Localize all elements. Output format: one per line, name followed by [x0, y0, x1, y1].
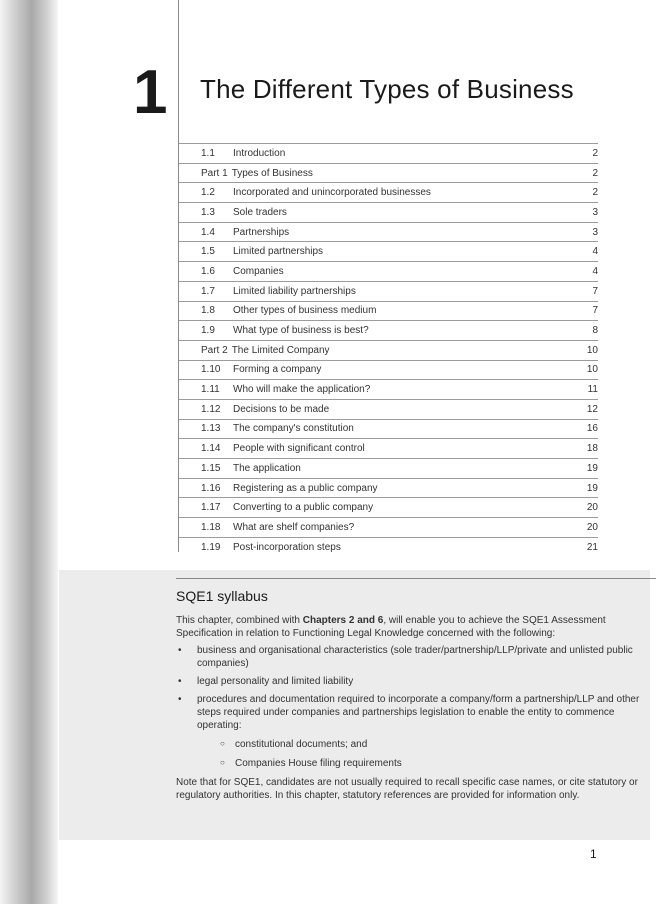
toc-row — [179, 458, 598, 478]
toc-title: The application — [233, 462, 301, 474]
toc-row — [179, 340, 598, 360]
toc-page: 16 — [586, 423, 598, 435]
toc-page: 2 — [592, 167, 598, 179]
toc-title: Registering as a public company — [233, 482, 378, 494]
syllabus-body — [176, 614, 658, 806]
toc-page: 10 — [586, 364, 598, 376]
book-spine-shadow — [0, 0, 58, 904]
toc-title: Who will make the application? — [233, 384, 371, 396]
toc-page: 21 — [586, 541, 598, 553]
list-item: • legal personality and limited liability — [178, 676, 354, 687]
toc-number: 1.18 — [201, 521, 221, 533]
toc-page: 4 — [592, 265, 598, 277]
toc-row — [179, 281, 598, 301]
toc-row — [179, 163, 598, 183]
chapter-number: 1 — [133, 58, 168, 127]
toc-page: 20 — [586, 502, 598, 514]
toc-number: 1.17 — [201, 502, 221, 514]
toc-number: 1.9 — [201, 325, 215, 337]
toc-row — [179, 399, 598, 419]
toc-title: What type of business is best? — [233, 325, 369, 337]
toc-row — [179, 143, 598, 163]
toc-page: 18 — [586, 443, 598, 455]
list-item: ○ constitutional documents; and — [220, 739, 368, 750]
chapter-title: The Different Types of Business — [200, 74, 574, 104]
toc-title: Other types of business medium — [233, 305, 377, 317]
toc-page: 3 — [592, 226, 598, 238]
toc-row — [179, 438, 598, 458]
toc-page: 3 — [592, 206, 598, 218]
toc-page: 2 — [592, 187, 598, 199]
toc-row — [179, 360, 598, 380]
syllabus-rule — [176, 578, 656, 579]
toc-row — [179, 202, 598, 222]
toc-number: 1.4 — [201, 226, 215, 238]
toc-number: 1.2 — [201, 187, 215, 199]
toc-title: Companies — [233, 265, 284, 277]
toc-row — [179, 320, 598, 340]
toc-number: 1.7 — [201, 285, 215, 297]
toc-number: 1.3 — [201, 206, 215, 218]
toc-page: 19 — [586, 462, 598, 474]
list-item: • business and organisational characteristics (sole trader/partnership/LLP/private and unlisted public companies) — [178, 645, 633, 669]
toc-number: 1.15 — [201, 462, 221, 474]
toc-number: 1.6 — [201, 265, 215, 277]
toc-title: The company's constitution — [233, 423, 354, 435]
toc-page: 19 — [586, 482, 598, 494]
toc-row — [179, 478, 598, 498]
toc-number: 1.13 — [201, 423, 221, 435]
toc-number: 1.11 — [201, 384, 220, 396]
toc-row — [179, 241, 598, 261]
intro-bold: Chapters 2 and 6 — [302, 615, 384, 626]
toc-number: 1.8 — [201, 305, 215, 317]
toc-title: Incorporated and unincorporated businesses — [233, 187, 431, 199]
toc-number: 1.19 — [201, 541, 221, 553]
toc-title: Introduction — [233, 147, 286, 159]
toc-title: What are shelf companies? — [233, 521, 355, 533]
toc-title: Forming a company — [233, 364, 322, 376]
bullet-icon: • — [178, 645, 182, 656]
toc-page: 20 — [586, 521, 598, 533]
toc-number: 1.1 — [201, 147, 215, 159]
toc-row — [179, 537, 598, 557]
syllabus-note: Note that for SQE1, candidates are not usually required to recall specific case names, or cite statutory or regulatory authorities. In this chapter, statutory references are provided for information only. — [176, 777, 638, 801]
toc-title: Decisions to be made — [233, 403, 330, 415]
bullet-icon: • — [178, 676, 182, 687]
toc-title: Converting to a public company — [233, 502, 374, 514]
toc-page: 12 — [586, 403, 598, 415]
toc-title: Types of Business — [231, 167, 313, 179]
toc-title: People with significant control — [233, 443, 365, 455]
toc-number: 1.10 — [201, 364, 221, 376]
toc-page: 4 — [592, 246, 598, 258]
toc-title: Post-incorporation steps — [233, 541, 341, 553]
toc-row — [179, 379, 598, 399]
table-of-contents — [179, 143, 598, 556]
circle-bullet-icon: ○ — [220, 739, 225, 748]
toc-row — [179, 419, 598, 439]
toc-row — [179, 261, 598, 281]
toc-page: 2 — [592, 147, 598, 159]
toc-page: 8 — [592, 325, 598, 337]
toc-row — [179, 182, 598, 202]
intro-text: This chapter, combined with — [176, 615, 303, 626]
syllabus-intro — [176, 614, 658, 640]
toc-page: 11 — [587, 384, 598, 396]
list-item: • procedures and documentation required to incorporate a company/form a partnership/LLP and other steps required under companies and partnerships legislation to enable the entity to commence operating: ○ constitutional documents; and ○ Companies House filing requirements — [176, 693, 658, 770]
syllabus-bullets — [176, 644, 658, 770]
page-number: 1 — [590, 847, 597, 861]
toc-row — [179, 301, 598, 321]
syllabus-box — [59, 570, 650, 840]
toc-number: 1.12 — [201, 403, 221, 415]
toc-row — [179, 222, 598, 242]
toc-number: Part 1 — [201, 167, 228, 179]
circle-bullet-icon: ○ — [220, 758, 225, 767]
bullet-icon: • — [178, 694, 182, 705]
toc-number: 1.5 — [201, 246, 215, 258]
toc-page: 10 — [586, 344, 598, 356]
toc-title: The Limited Company — [231, 344, 330, 356]
intro-text-end: , will enable you to achieve the SQE1 Assessment Specification in relation to Functioning Legal Knowledge concerned with the following: — [176, 615, 606, 639]
toc-row — [179, 517, 598, 537]
toc-number: 1.16 — [201, 482, 221, 494]
toc-number: 1.14 — [201, 443, 221, 455]
toc-page: 7 — [592, 285, 598, 297]
toc-title: Limited liability partnerships — [233, 285, 356, 297]
toc-number: Part 2 — [201, 344, 228, 356]
toc-row — [179, 497, 598, 517]
toc-title: Partnerships — [233, 226, 290, 238]
toc-title: Limited partnerships — [233, 246, 324, 258]
toc-page: 7 — [592, 305, 598, 317]
list-item: ○ Companies House filing requirements — [220, 758, 402, 769]
toc-title: Sole traders — [233, 206, 287, 218]
syllabus-sub-bullets — [197, 738, 658, 770]
syllabus-heading: SQE1 syllabus — [176, 588, 268, 604]
